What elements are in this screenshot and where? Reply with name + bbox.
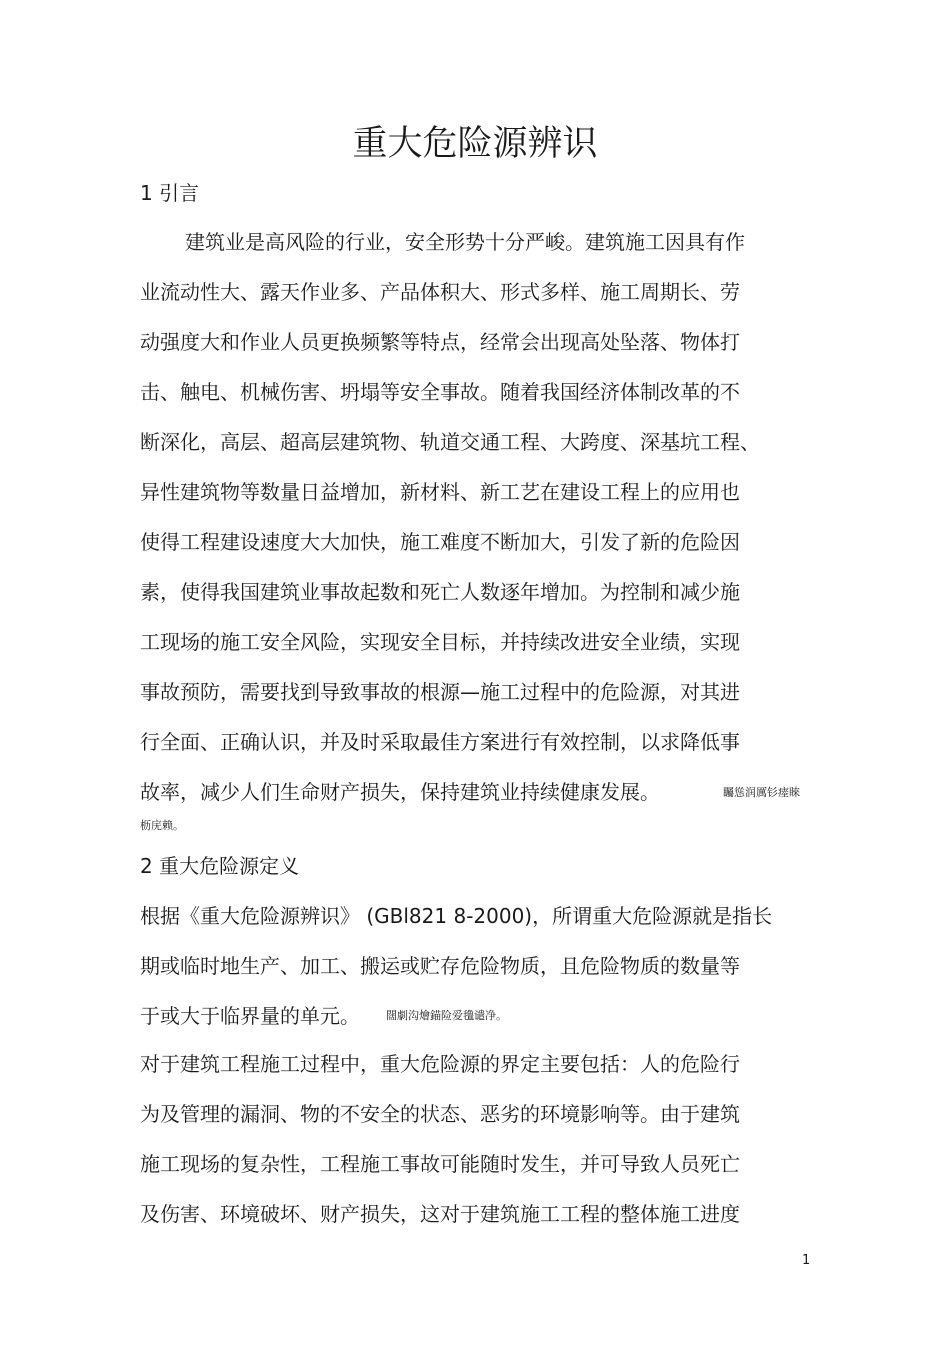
paragraph-line: 击、触电、机械伤害、坍塌等安全事故。随着我国经济体制改革的不 — [140, 380, 740, 404]
footnote-text: 闊劇沟燴錨险爱氇谴净。 — [386, 1009, 507, 1022]
paragraph-line: 断深化，高层、超高层建筑物、轨道交通工程、大跨度、深基坑工程、 — [140, 430, 760, 454]
paragraph-line: 使得工程建设速度大大加快，施工难度不断加大，引发了新的危险因 — [140, 530, 740, 554]
section-1-heading: 1 引言 — [140, 181, 200, 205]
paragraph-line: 事故预防，需要找到导致事故的根源—施工过程中的危险源，对其进 — [140, 680, 740, 704]
footnote-text: 枥庑赖。 — [140, 819, 184, 832]
page-number: 1 — [802, 1253, 811, 1268]
paragraph-line: 施工现场的复杂性，工程施工事故可能随时发生，并可导致人员死亡 — [140, 1152, 740, 1176]
paragraph-line: 工现场的施工安全风险，实现安全目标，并持续改进安全业绩，实现 — [140, 630, 740, 654]
paragraph-line: 期或临时地生产、加工、搬运或贮存危险物质，且危险物质的数量等 — [140, 954, 740, 978]
paragraph-line: 根据《重大危险源辨识》 (GBl821 8-2000)，所谓重大危险源就是指长 — [140, 904, 773, 928]
paragraph-line: 对于建筑工程施工过程中，重大危险源的界定主要包括：人的危险行 — [140, 1052, 740, 1076]
paragraph-line: 建筑业是高风险的行业，安全形势十分严峻。建筑施工因具有作 — [185, 230, 745, 254]
paragraph-line: 于或大于临界量的单元。 — [140, 1004, 360, 1028]
paragraph-line: 行全面、正确认识，并及时采取最佳方案进行有效控制，以求降低事 — [140, 730, 740, 754]
paragraph-line: 异性建筑物等数量日益增加，新材料、新工艺在建设工程上的应用也 — [140, 480, 740, 504]
paragraph-line: 为及管理的漏洞、物的不安全的状态、恶劣的环境影响等。由于建筑 — [140, 1102, 740, 1126]
section-2-heading: 2 重大危险源定义 — [140, 854, 300, 878]
paragraph-line: 素，使得我国建筑业事故起数和死亡人数逐年增加。为控制和减少施 — [140, 580, 740, 604]
paragraph-line: 业流动性大、露天作业多、产品体积大、形式多样、施工周期长、劳 — [140, 280, 740, 304]
paragraph-line: 动强度大和作业人员更换频繁等特点，经常会出现高处坠落、物体打 — [140, 330, 740, 354]
paragraph-line: 及伤害、环境破坏、财产损失，这对于建筑施工工程的整体施工进度 — [140, 1202, 740, 1226]
footnote-text: 矚慫润厲钐瘗睞 — [723, 786, 800, 799]
page-title: 重大危险源辨识 — [352, 124, 598, 164]
paragraph-line: 故率，减少人们生命财产损失，保持建筑业持续健康发展。 — [140, 780, 660, 804]
